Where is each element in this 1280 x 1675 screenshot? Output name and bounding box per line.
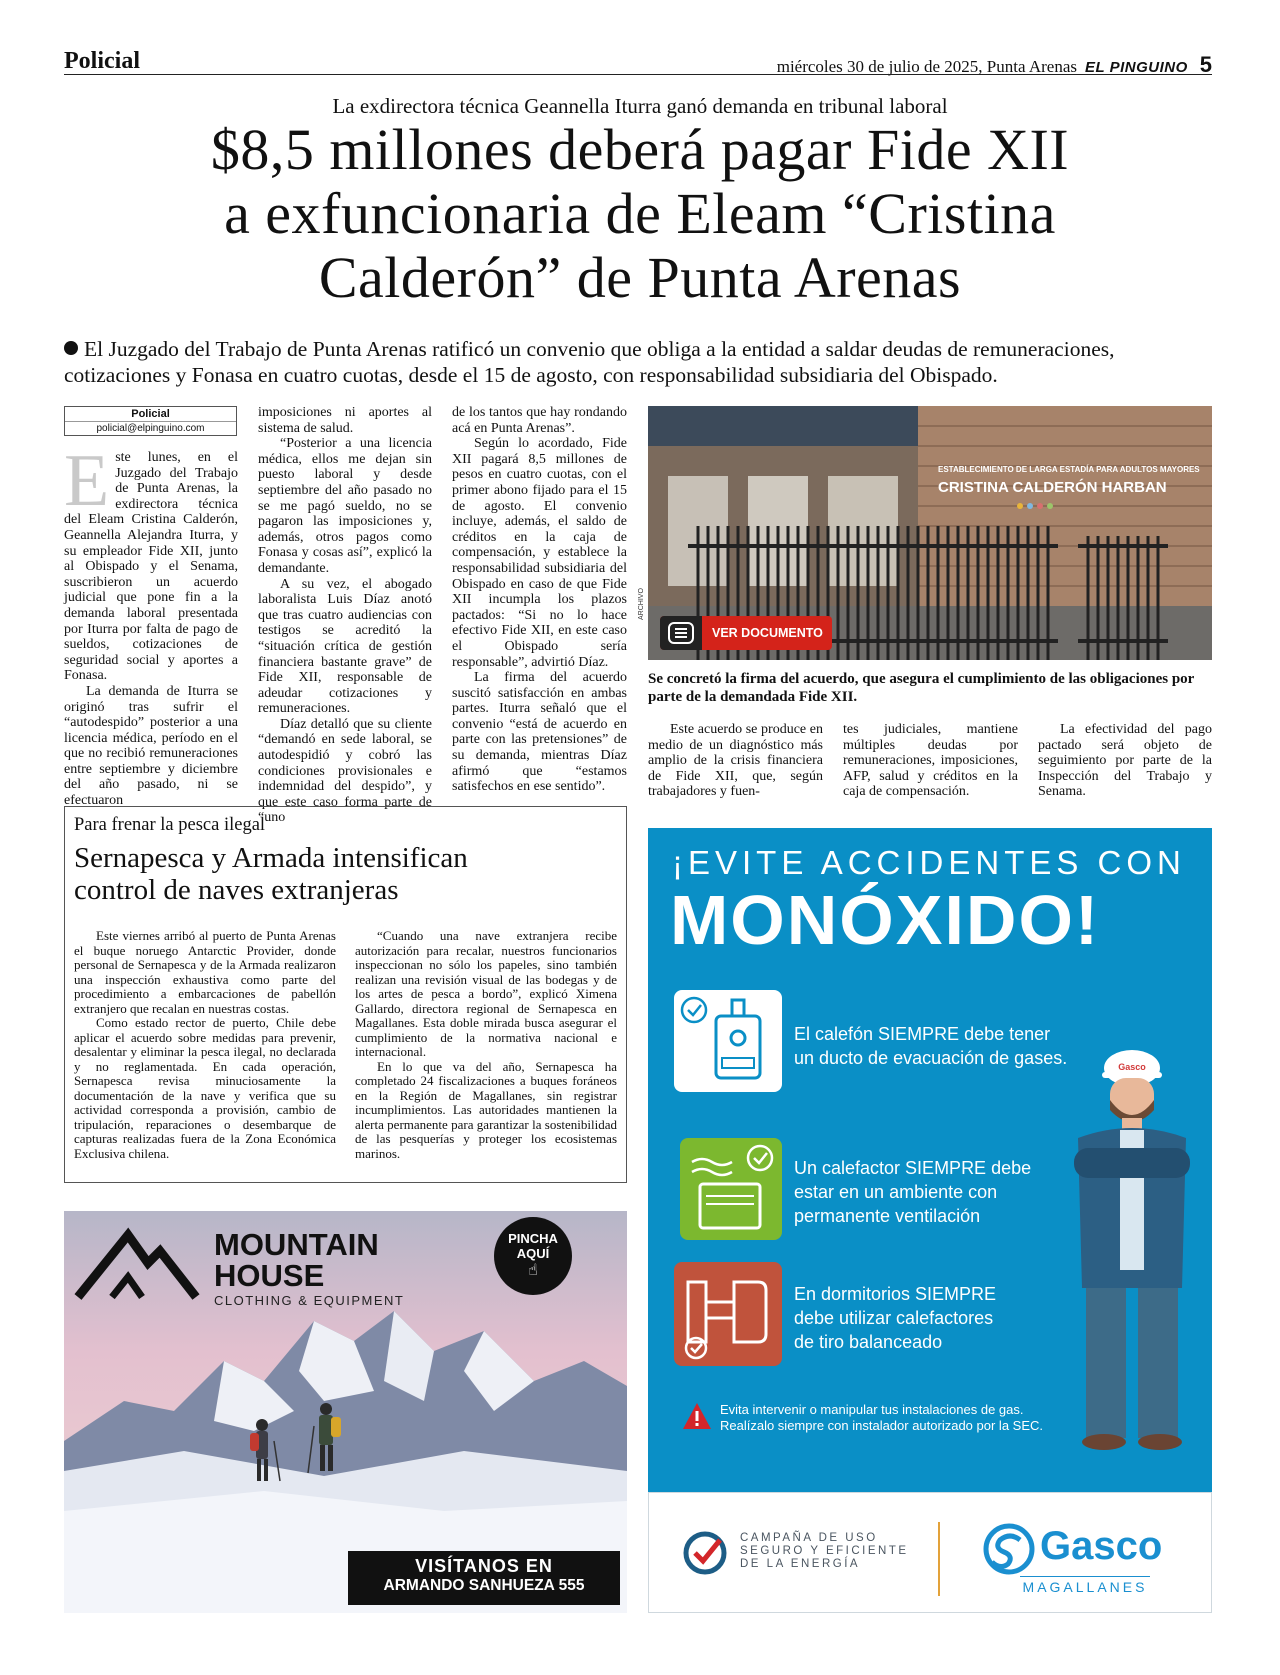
paragraph: A su vez, el abogado laboralista Luis Díaz anotó que tras cuatro audiencias con testigos se acreditó la “situación crítica de gestión financiera bastante grave” de Fide XII, responsable de adeudar cotizaciones y remuneraciones. bbox=[258, 576, 432, 717]
headline-line: a exfuncionaria de Eleam “Cristina bbox=[224, 181, 1056, 246]
campaign-line: CAMPAÑA DE USO bbox=[740, 1532, 878, 1544]
footer-divider bbox=[938, 1522, 940, 1596]
article-deck bbox=[64, 336, 1214, 388]
tip-2-text bbox=[794, 1156, 1031, 1228]
secondary-column-2 bbox=[355, 929, 617, 1161]
paragraph: ste lunes, en el Juzgado del Trabajo de Punta Arenas, la exdirectora técnica del Eleam Cristina Calderón, Geannella Alejandra Iturra, y su empleador Fide XII, junto al Obispado y el Senama, suscribieron un acuerdo judicial que pone fin a la demanda laboral presentada por Iturra por falta de pago de sueldos, cotizaciones de seguridad social y aportes a Fonasa. bbox=[64, 450, 238, 684]
view-document-label: VER DOCUMENTO bbox=[712, 626, 823, 640]
article-column-6 bbox=[1038, 722, 1212, 800]
brand-line: HOUSE bbox=[214, 1258, 325, 1293]
photo-credit: ARCHIVO bbox=[638, 588, 645, 620]
warning-triangle-icon bbox=[682, 1402, 712, 1430]
paragraph: Este viernes arribó al puerto de Punta Arenas el buque noruego Antarctic Provider, donde personal de Sernapesca y de la Armada realizaron una inspección exhaustiva como parte del procedimiento a embarcaciones de pabellón extranjero que recalan en nuestras costas. bbox=[74, 928, 336, 1016]
ad-headline-line-2: MONÓXIDO! bbox=[670, 881, 1101, 959]
gasco-safety-ad[interactable] bbox=[648, 828, 1212, 1613]
secondary-article-box bbox=[64, 806, 627, 1183]
tip-line: un ducto de evacuación de gases. bbox=[794, 1048, 1068, 1068]
paragraph: Díaz detalló que su cliente “demandó en sede laboral, se autodespidió y cobró las condiciones provisionales e indemnidad del despido”, y que este caso forma parte de “uno bbox=[258, 716, 432, 826]
pointer-hand-icon: ☝ bbox=[528, 1262, 538, 1279]
campaign-check-icon bbox=[680, 1528, 730, 1578]
badge-line: PINCHA bbox=[508, 1231, 558, 1246]
helmet-logo: Gasco bbox=[1118, 1062, 1146, 1072]
tip-line: permanente ventilación bbox=[794, 1206, 981, 1226]
article-kicker: La exdirectora técnica Geannella Iturra ganó demanda en tribunal laboral bbox=[332, 94, 948, 118]
article-column-4 bbox=[648, 722, 823, 800]
headline-line: $8,5 millones deberá pagar Fide XII bbox=[210, 117, 1070, 182]
date-place: miércoles 30 de julio de 2025, Punta Arenas bbox=[776, 57, 1077, 76]
warning-line: Realízalo siempre con instalador autorizado por la SEC. bbox=[720, 1418, 1044, 1433]
visit-store-banner[interactable] bbox=[348, 1551, 620, 1605]
masthead-logo: EL PINGUINO bbox=[1085, 59, 1188, 76]
tip-3-text bbox=[794, 1282, 996, 1354]
mountain-house-ad[interactable] bbox=[64, 1211, 627, 1613]
brand-tagline: CLOTHING & EQUIPMENT bbox=[214, 1293, 405, 1308]
secondary-headline bbox=[74, 842, 594, 906]
paragraph: “Cuando una nave extranjera recibe autorización para recalar, nuestros funcionarios inspeccionan no sólo los papeles, sino también realizan una revisión visual de las bodegas y de los artes de pesca a bordo”, explicó Ximena Gallardo, directora regional de Sernapesca en Magallanes. Esta doble mirada busca asegurar el cumplimiento de la normativa nacional e internacional. bbox=[355, 928, 617, 1059]
warning-line: Evita intervenir o manipular tus instalaciones de gas. bbox=[720, 1402, 1024, 1417]
mountain-house-logo-icon bbox=[72, 1223, 202, 1303]
tip-line: de tiro balanceado bbox=[794, 1332, 943, 1352]
campaign-text bbox=[740, 1532, 909, 1571]
tip-line: Un calefactor SIEMPRE debe bbox=[794, 1158, 1032, 1178]
article-photo bbox=[648, 406, 1212, 660]
article-headline bbox=[120, 118, 1160, 310]
headline-line: Calderón” de Punta Arenas bbox=[318, 245, 962, 310]
byline-section: Policial bbox=[65, 407, 236, 422]
document-icon bbox=[660, 616, 702, 650]
space-heater-icon bbox=[680, 1138, 782, 1240]
campaign-line: SEGURO Y EFICIENTE bbox=[740, 1545, 909, 1557]
tip-1-text bbox=[794, 1022, 1067, 1070]
cta-line: VISÍTANOS EN bbox=[415, 1556, 553, 1576]
tip-line: debe utilizar calefactores bbox=[794, 1308, 994, 1328]
byline-email[interactable]: policial@elpinguino.com bbox=[96, 423, 205, 434]
article-column-3 bbox=[452, 405, 627, 795]
header-divider bbox=[64, 74, 1212, 75]
click-here-badge[interactable] bbox=[494, 1217, 572, 1295]
section-title: Policial bbox=[64, 48, 140, 74]
paragraph: En lo que va del año, Sernapesca ha completado 24 fiscalizaciones a buques foráneos en la Región de Magallanes, sin registrar incumplimientos. Las autoridades mantienen la alerta permanente para garantizar la sostenibilidad de las pesquerías y proteger los ecosistemas marinos. bbox=[355, 1058, 617, 1161]
tip-line: En dormitorios SIEMPRE bbox=[794, 1284, 997, 1304]
wall-heater-icon bbox=[674, 1262, 782, 1366]
headline-line: control de naves extranjeras bbox=[74, 874, 399, 906]
water-heater-icon bbox=[674, 990, 782, 1092]
page-number: 5 bbox=[1199, 52, 1212, 77]
view-document-button[interactable] bbox=[660, 616, 832, 650]
paragraph: Como estado rector de puerto, Chile debe aplicar el acuerdo sobre medidas para prevenir, desalentar y eliminar la pesca ilegal, no declarada y no reglamentada. En cada operación, Sernapesca revisa minuciosamente la documentación de la nave y verifica que su actividad corresponda a provisión, cambio de tripulación, reparaciones o desembarque de capturas realizadas fuera de la Zona Económica Exclusiva chilena. bbox=[74, 1015, 336, 1161]
paragraph: tes judiciales, mantiene múltiples deudas por remuneraciones, imposiciones, AFP, salud y créditos en la caja de compensación. bbox=[843, 722, 1018, 800]
photo-caption: Se concretó la firma del acuerdo, que asegura el cumplimiento de las obligaciones por parte de la demandada Fide XII. bbox=[648, 671, 1195, 705]
cta-line: ARMANDO SANHUEZA 555 bbox=[383, 1577, 585, 1594]
article-column-2 bbox=[258, 405, 432, 826]
secondary-kicker: Para frenar la pesca ilegal bbox=[74, 815, 266, 835]
secondary-column-1 bbox=[74, 929, 336, 1161]
gasco-region: MAGALLANES bbox=[1020, 1576, 1150, 1595]
headline-line: Sernapesca y Armada intensifican bbox=[74, 842, 468, 874]
article-column-1 bbox=[64, 440, 238, 809]
deck-text: El Juzgado del Trabajo de Punta Arenas ratificó un convenio que obliga a la entidad a saldar deudas de remuneraciones, cotizaciones y Fonasa en cuatro cuotas, desde el 15 de agosto, con responsabilidad subsidiaria del Obispado. bbox=[64, 337, 1115, 387]
campaign-line: DE LA ENERGÍA bbox=[740, 1558, 861, 1570]
byline-box bbox=[64, 406, 237, 436]
paragraph: La demanda de Iturra se originó tras sufrir el “autodespido” posterior a una licencia médica, período en el que no recibió remuneraciones entre septiembre y diciembre del año pasado, ni se efectuaron bbox=[64, 683, 238, 809]
badge-line: AQUÍ bbox=[516, 1246, 550, 1261]
tip-line: El calefón SIEMPRE debe tener bbox=[794, 1024, 1051, 1044]
brand-line: MOUNTAIN bbox=[214, 1227, 379, 1262]
tip-line: estar en un ambiente con bbox=[794, 1182, 998, 1202]
paragraph: “Posterior a una licencia médica, ellos me dejan sin puesto laboral y desde septiembre del año pasado no se me pagó sueldo, no se pagaron las imposiciones y, además, otros pagos como Fonasa y cosas así”, explicó la demandante. bbox=[258, 436, 432, 576]
paragraph: La efectividad del pago pactado será objeto de seguimiento por parte de la Inspección del Trabajo y Senama. bbox=[1038, 722, 1212, 800]
paragraph: La firma del acuerdo suscitó satisfacción en ambas partes. Iturra señaló que el convenio “está de acuerdo en parte con las pretensiones” de su demanda, mientras Díaz afirmó que “estamos satisfechos en ese sentido”. bbox=[452, 670, 627, 795]
gasco-brand: Gasco bbox=[1040, 1524, 1163, 1568]
bullet-icon bbox=[64, 341, 78, 355]
paragraph: Este acuerdo se produce en medio de un diagnóstico más amplio de la crisis financiera de Fide XII, que, según trabajadores y fuen- bbox=[648, 722, 823, 800]
sign-line-1: ESTABLECIMIENTO DE LARGA ESTADÍA PARA ADULTOS MAYORES bbox=[938, 465, 1200, 474]
warning-text bbox=[720, 1402, 1043, 1434]
gasco-logo-icon bbox=[982, 1522, 1036, 1576]
brand-name bbox=[214, 1229, 379, 1291]
paragraph: imposiciones ni aportes al sistema de salud. bbox=[258, 405, 432, 436]
ad-headline-line-1: ¡EVITE ACCIDENTES CON bbox=[672, 844, 1186, 881]
gas-technician-illustration bbox=[1058, 1038, 1208, 1458]
drop-cap: E bbox=[64, 440, 110, 522]
article-column-5 bbox=[843, 722, 1018, 800]
paragraph: Según lo acordado, Fide XII pagará 8,5 millones de pesos en cuatro cuotas, con el primer abono fijado para el 15 de agosto. El convenio incluye, además, el saldo de créditos en la caja de compensación, y establece la responsabilidad subsidiaria del Obispado en caso de que Fide XII incumpla los plazos pactados: “Si no lo hace efectivo Fide XII, en este caso el Obispado sería responsable”, advirtió Díaz. bbox=[452, 436, 627, 670]
paragraph: de los tantos que hay rondando acá en Punta Arenas”. bbox=[452, 405, 627, 436]
sign-line-2: CRISTINA CALDERÓN HARBAN bbox=[938, 479, 1167, 496]
